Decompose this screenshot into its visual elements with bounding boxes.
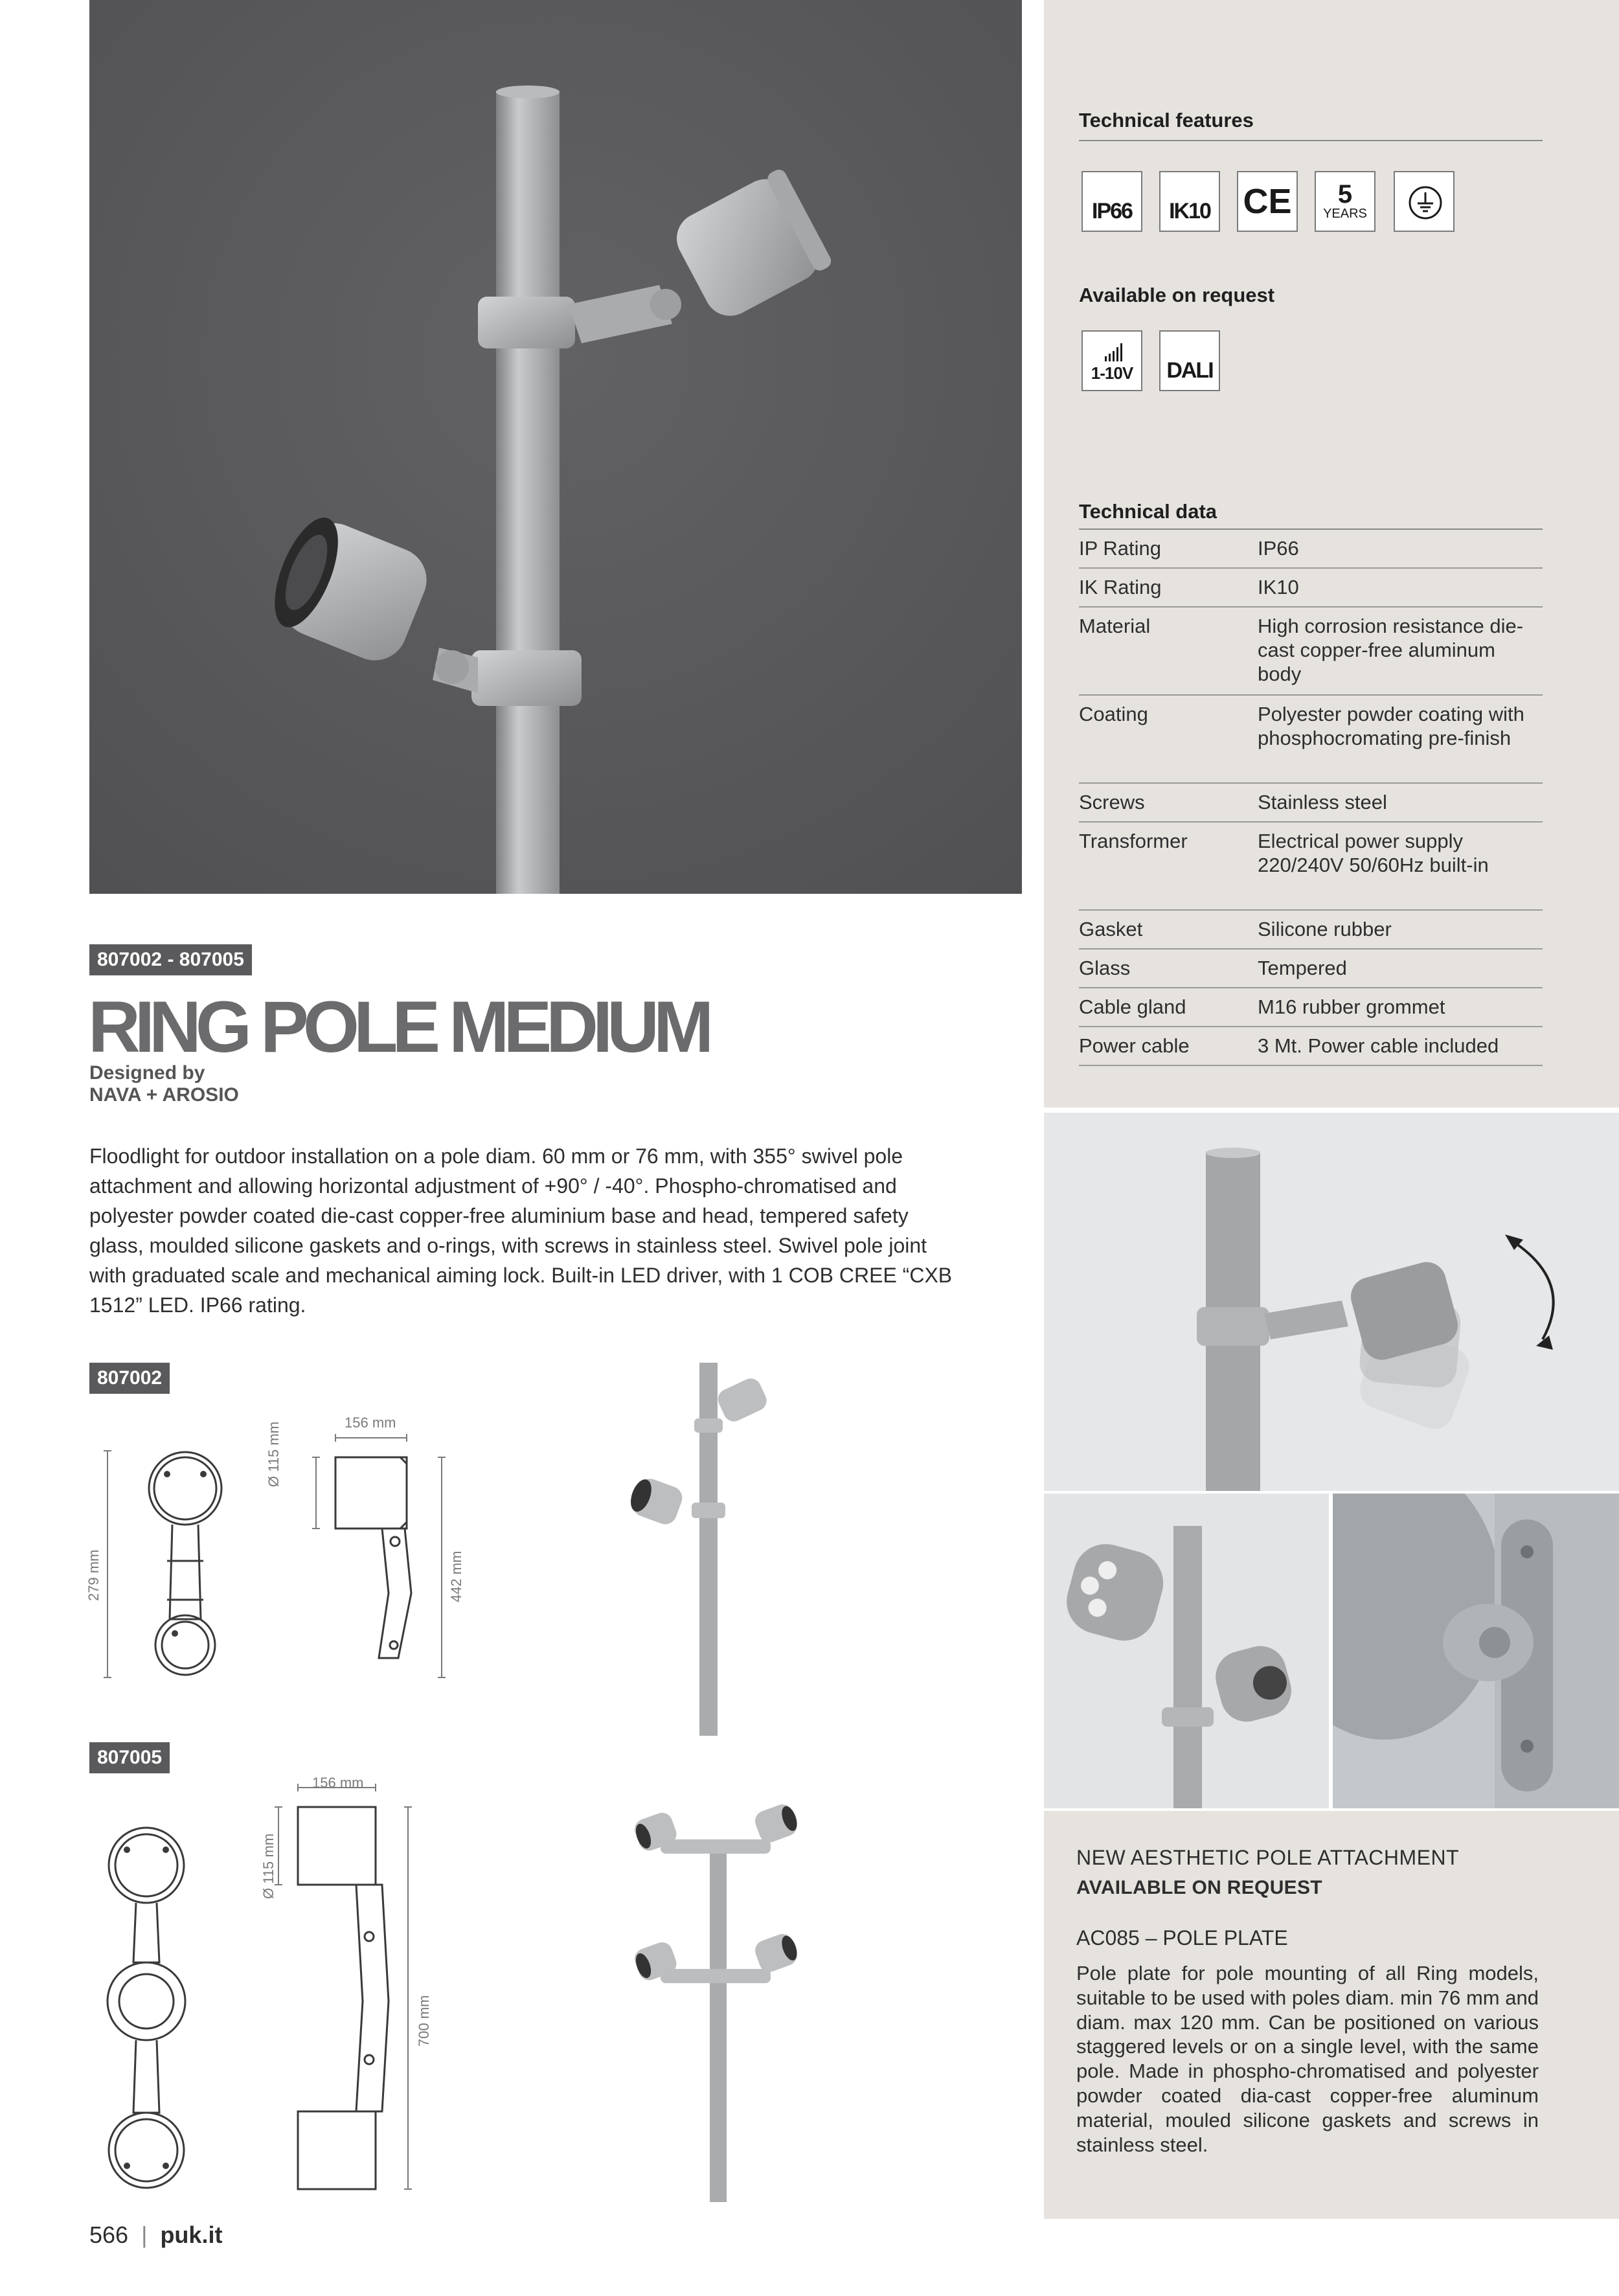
tech-row-ik: IK Rating IK10: [1079, 569, 1543, 608]
variant-807005-drawing: [84, 1775, 667, 2202]
pole-plate-illustration: [1333, 1494, 1619, 1808]
tech-row-coating: Coating Polyester powder coating with phosphocromating pre-finish: [1079, 696, 1543, 784]
warranty-badge: 5 YEARS: [1315, 171, 1376, 232]
dimension-side-height: 279 mm: [85, 1549, 102, 1601]
tech-row-material: Material High corrosion resistance die-cast copper-free aluminum body: [1079, 608, 1543, 696]
ce-mark-icon: CE: [1237, 171, 1298, 232]
tech-row-gasket: Gasket Silicone rubber: [1079, 911, 1543, 949]
page-footer: 566 | puk.it: [89, 2222, 223, 2248]
dimension-width: 156 mm: [312, 1775, 364, 1791]
variant-807002-drawing: [84, 1412, 667, 1723]
tech-row-power-cable: Power cable 3 Mt. Power cable included: [1079, 1027, 1543, 1066]
attachment-description: Pole plate for pole mounting of all Ring models, suitable to be used with poles diam. min 76 mm and diam. max 120 mm. Can be positioned on various staggered levels or on a single level, with the same pole. Made in phospho-chromatised and polyester powder coated dia-cast copper-free aluminum material, mouled silicone gaskets and screws in stainless steel.: [1076, 1962, 1539, 2156]
tech-row-ip: IP Rating IP66: [1079, 530, 1543, 569]
technical-drawing: [84, 1775, 667, 2202]
adjustment-photo: [1044, 1113, 1619, 1491]
variant-code-badge: 807002: [89, 1363, 170, 1394]
technical-features-title: Technical features: [1079, 109, 1254, 131]
dali-badge: DALI: [1159, 330, 1220, 391]
tech-row-glass: Glass Tempered: [1079, 949, 1543, 988]
ik10-badge: IK10: [1159, 171, 1220, 232]
available-on-request-title: Available on request: [1079, 284, 1275, 306]
variant-807002-render: [622, 1354, 816, 1736]
render-illustration: [622, 1354, 816, 1736]
earth-ground-icon: [1394, 171, 1455, 232]
product-code-range-badge: 807002 - 807005: [89, 944, 252, 975]
designed-by: Designed by NAVA + AROSIO: [89, 1062, 239, 1106]
site-link[interactable]: puk.it: [160, 2222, 223, 2248]
dimension-total-height: 442 mm: [448, 1551, 464, 1602]
hero-product-photo: [89, 0, 1022, 894]
technical-drawing: [84, 1412, 667, 1723]
variant-code-badge: 807005: [89, 1742, 170, 1773]
ip66-badge: IP66: [1081, 171, 1142, 232]
pole-plate-detail-photo: [1333, 1494, 1619, 1808]
attachment-code: AC085 – POLE PLATE: [1076, 1926, 1288, 1949]
dimension-total-height: 700 mm: [416, 1995, 432, 2047]
divider: [1079, 140, 1543, 141]
dimension-diameter: Ø 115 mm: [266, 1421, 282, 1487]
product-description: Floodlight for outdoor installation on a pole diam. 60 mm or 76 mm, with 355° swivel pole attachment and allowing horizontal adjustment of +90° / -40°. Phospho-chromatised and polyester powder coated die-cast copper-free aluminium base and head, tempered safety glass, moulded silicone gaskets and o-rings, with screws in stainless steel. Swivel pole joint with graduated scale and mechanical aiming lock. Built-in LED driver, with 1 COB CREE “CXB 1512” LED. IP66 rating.: [89, 1144, 953, 1317]
page-number: 566: [89, 2222, 129, 2248]
tech-row-screws: Screws Stainless steel: [1079, 784, 1543, 823]
product-title: RING POLE MEDIUM: [88, 986, 708, 1067]
double-head-illustration: [1044, 1494, 1329, 1808]
technical-data-title: Technical data: [1079, 500, 1217, 523]
dimmer-1-10v-badge: 1-10V: [1081, 330, 1142, 391]
variant-807005-render: [622, 1775, 816, 2202]
dimension-diameter: Ø 115 mm: [260, 1833, 277, 1899]
double-head-photo: [1044, 1494, 1329, 1808]
attachment-title: NEW AESTHETIC POLE ATTACHMENT: [1076, 1846, 1460, 1869]
attachment-subtitle: AVAILABLE ON REQUEST: [1076, 1877, 1322, 1898]
render-illustration: [622, 1775, 816, 2202]
hero-photo-illustration: [89, 0, 1022, 894]
tech-row-cable-gland: Cable gland M16 rubber grommet: [1079, 988, 1543, 1027]
tech-row-transformer: Transformer Electrical power supply 220/240V 50/60Hz built-in: [1079, 823, 1543, 911]
adjustment-illustration: [1044, 1113, 1619, 1491]
dimension-width: 156 mm: [345, 1415, 396, 1431]
